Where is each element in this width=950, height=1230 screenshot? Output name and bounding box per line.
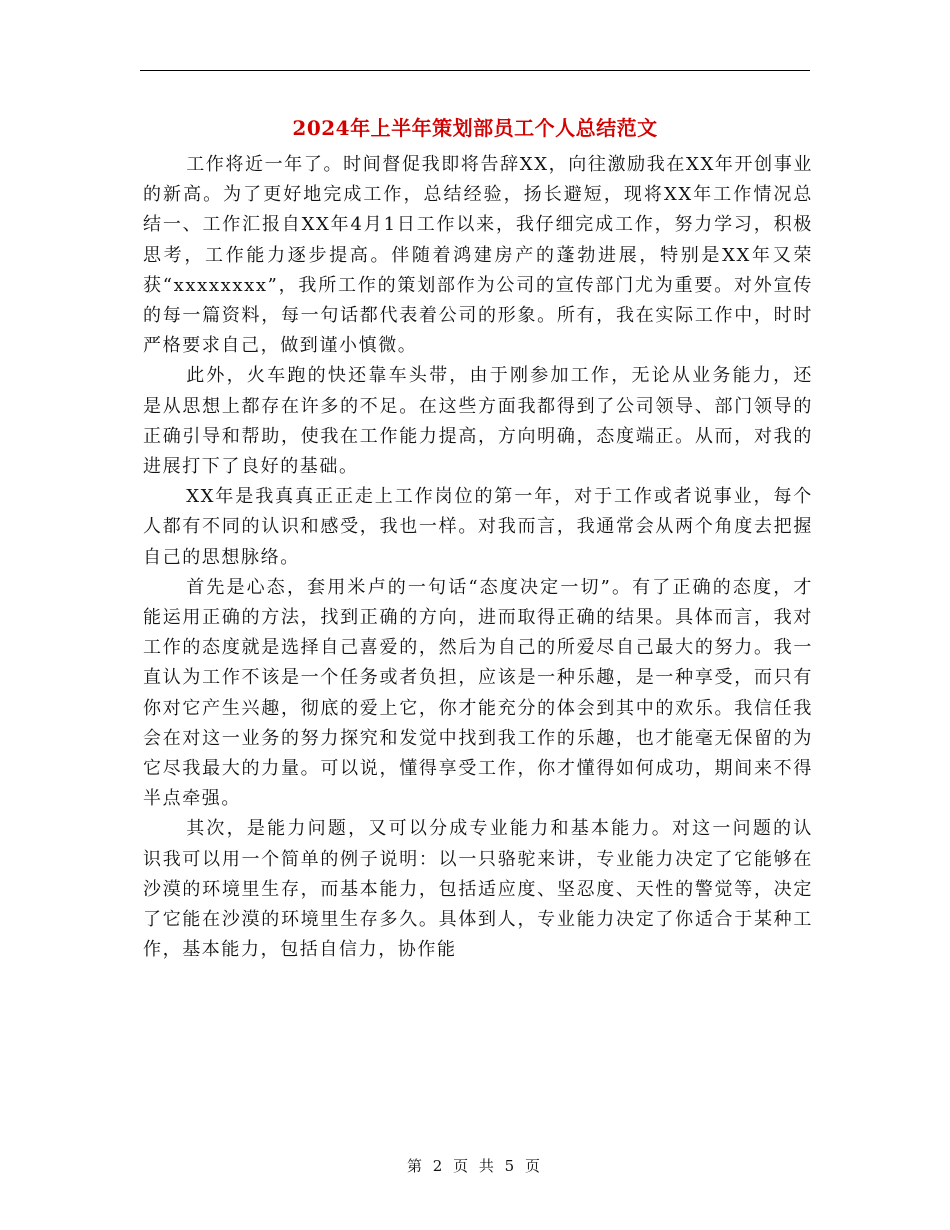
paragraph: 其次，是能力问题，又可以分成专业能力和基本能力。对这一问题的认识我可以用一个简单的例子说明：以一只骆驼来讲，专业能力决定了它能够在沙漠的环境里生存，而基本能力，包括适应度、坚忍度、天性的警觉等，决定了它能在沙漠的环境里生存多久。具体到人，专业能力决定了你适合于某种工作，基本能力，包括自信力，协作能 [143,818,813,961]
paragraph: 工作将近一年了。时间督促我即将告辞XX，向往激励我在XX年开创事业的新高。为了更好地完成工作，总结经验，扬长避短，现将XX年工作情况总结一、工作汇报自XX年4月1日工作以来，我仔细完成工作，努力学习，积极思考，工作能力逐步提高。伴随着鸿建房产的蓬勃进展，特别是XX年又荣获“xxxxxxxx”，我所工作的策划部作为公司的宣传部门尤为重要。对外宣传的每一篇资料，每一句话都代表着公司的形象。所有，我在实际工作中，时时严格要求自己，做到谨小慎微。 [143,154,813,357]
paragraph: 此外，火车跑的快还靠车头带，由于刚参加工作，无论从业务能力，还是从思想上都存在许多的不足。在这些方面我都得到了公司领导、部门领导的正确引导和帮助，使我在工作能力提高，方向明确，态度端正。从而，对我的进展打下了良好的基础。 [143,365,813,478]
paragraph: 首先是心态，套用米卢的一句话“态度决定一切”。有了正确的态度，才能运用正确的方法，找到正确的方向，进而取得正确的结果。具体而言，我对工作的态度就是选择自己喜爱的，然后为自己的所爱尽自己最大的努力。我一直认为工作不该是一个任务或者负担，应该是一种乐趣，是一种享受，而只有你对它产生兴趣，彻底的爱上它，你才能充分的体会到其中的欢乐。我信任我会在对这一业务的努力探究和发觉中找到我工作的乐趣，也才能毫无保留的为它尽我最大的力量。可以说，懂得享受工作，你才懂得如何成功，期间来不得半点牵强。 [143,576,813,810]
page-footer: 第 2 页 共 5 页 [407,1157,543,1175]
document-title: 2024年上半年策划部员工个人总结范文 [292,116,658,140]
header-rule [140,70,810,71]
document-body [143,150,813,965]
paragraph: XX年是我真真正正走上工作岗位的第一年，对于工作或者说事业，每个人都有不同的认识和感受，我也一样。对我而言，我通常会从两个角度去把握自己的思想脉络。 [143,486,813,568]
